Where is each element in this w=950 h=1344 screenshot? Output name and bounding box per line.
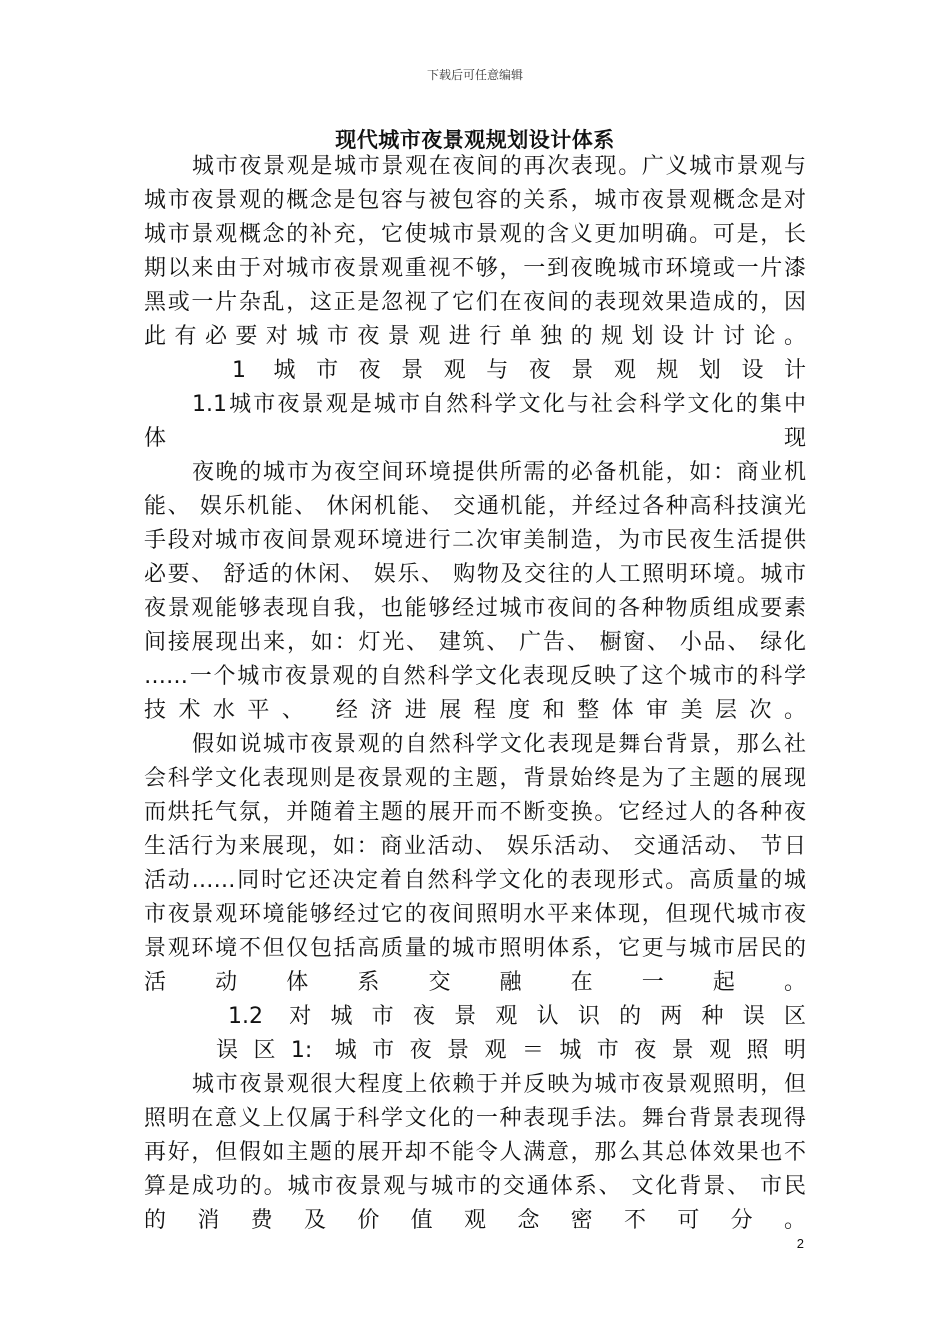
document-title: 现代城市夜景观规划设计体系 [335,128,615,152]
text-line: 误区1: 城市夜景观＝城市夜景观照明 [216,1038,806,1063]
text-line: 算是成功的。城市夜景观与城市的交通体系、 文化背景、 市民 [144,1174,806,1199]
text-line: 1.2 对城市夜景观认识的两种误区 [228,1004,806,1029]
text-line: 城市夜景观很大程度上依赖于并反映为城市夜景观照明，但 [192,1072,806,1097]
text-line: 间接展现出来，如：灯光、 建筑、 广告、 橱窗、 小品、 绿化 [144,630,806,655]
text-line: 会科学文化表现则是夜景观的主题，背景始终是为了主题的展现 [144,766,806,791]
text-line: 照明在意义上仅属于科学文化的一种表现手法。舞台背景表现得 [144,1106,806,1131]
text-line: ……一个城市夜景观的自然科学文化表现反映了这个城市的科学 [144,664,806,689]
text-line: 期以来由于对城市夜景观重视不够，一到夜晚城市环境或一片漆 [144,256,806,281]
text-line: 活动体系交融在一起。 [144,970,806,995]
text-line: 城市夜景观的概念是包容与被包容的关系，城市夜景观概念是对 [144,188,806,213]
text-line: 黑或一片杂乱，这正是忽视了它们在夜间的表现效果造成的，因 [144,290,806,315]
document-body [144,150,806,1238]
text-line: 市夜景观环境能够经过它的夜间照明水平来体现，但现代城市夜 [144,902,806,927]
text-line: 城市景观概念的补充，它使城市景观的含义更加明确。可是，长 [144,222,806,247]
text-line: 夜晚的城市为夜空间环境提供所需的必备机能，如：商业机 [192,460,806,485]
text-line: 必要、 舒适的休闲、 娱乐、 购物及交往的人工照明环境。城市 [144,562,806,587]
text-line: 假如说城市夜景观的自然科学文化表现是舞台背景，那么社 [192,732,806,757]
text-line: 的消费及价值观念密不可分。 [144,1208,806,1233]
text-line: 体现 [144,426,806,451]
text-line: 技术水平、 经济进展程度和整体审美层次。 [144,698,806,723]
text-line: 再好，但假如主题的展开却不能令人满意，那么其总体效果也不 [144,1140,806,1165]
text-line: 此有必要对城市夜景观进行单独的规划设计讨论。 [144,324,806,349]
text-line: 景观环境不但仅包括高质量的城市照明体系，它更与城市居民的 [144,936,806,961]
page-number: 2 [796,1236,804,1251]
text-line: 而烘托气氛，并随着主题的展开而不断变换。它经过人的各种夜 [144,800,806,825]
text-line: 1 城市夜景观与夜景观规划设计 [232,358,806,383]
text-line: 1.1城市夜景观是城市自然科学文化与社会科学文化的集中 [192,392,806,417]
text-line: 能、 娱乐机能、 休闲机能、 交通机能，并经过各种高科技演光 [144,494,806,519]
page-header: 下载后可任意编辑 [426,68,523,82]
text-line: 城市夜景观是城市景观在夜间的再次表现。广义城市景观与 [192,154,806,179]
text-line: 生活行为来展现，如：商业活动、 娱乐活动、 交通活动、 节日 [144,834,806,859]
text-line: 活动……同时它还决定着自然科学文化的表现形式。高质量的城 [144,868,806,893]
text-line: 手段对城市夜间景观环境进行二次审美制造，为市民夜生活提供 [144,528,806,553]
text-line: 夜景观能够表现自我，也能够经过城市夜间的各种物质组成要素 [144,596,806,621]
